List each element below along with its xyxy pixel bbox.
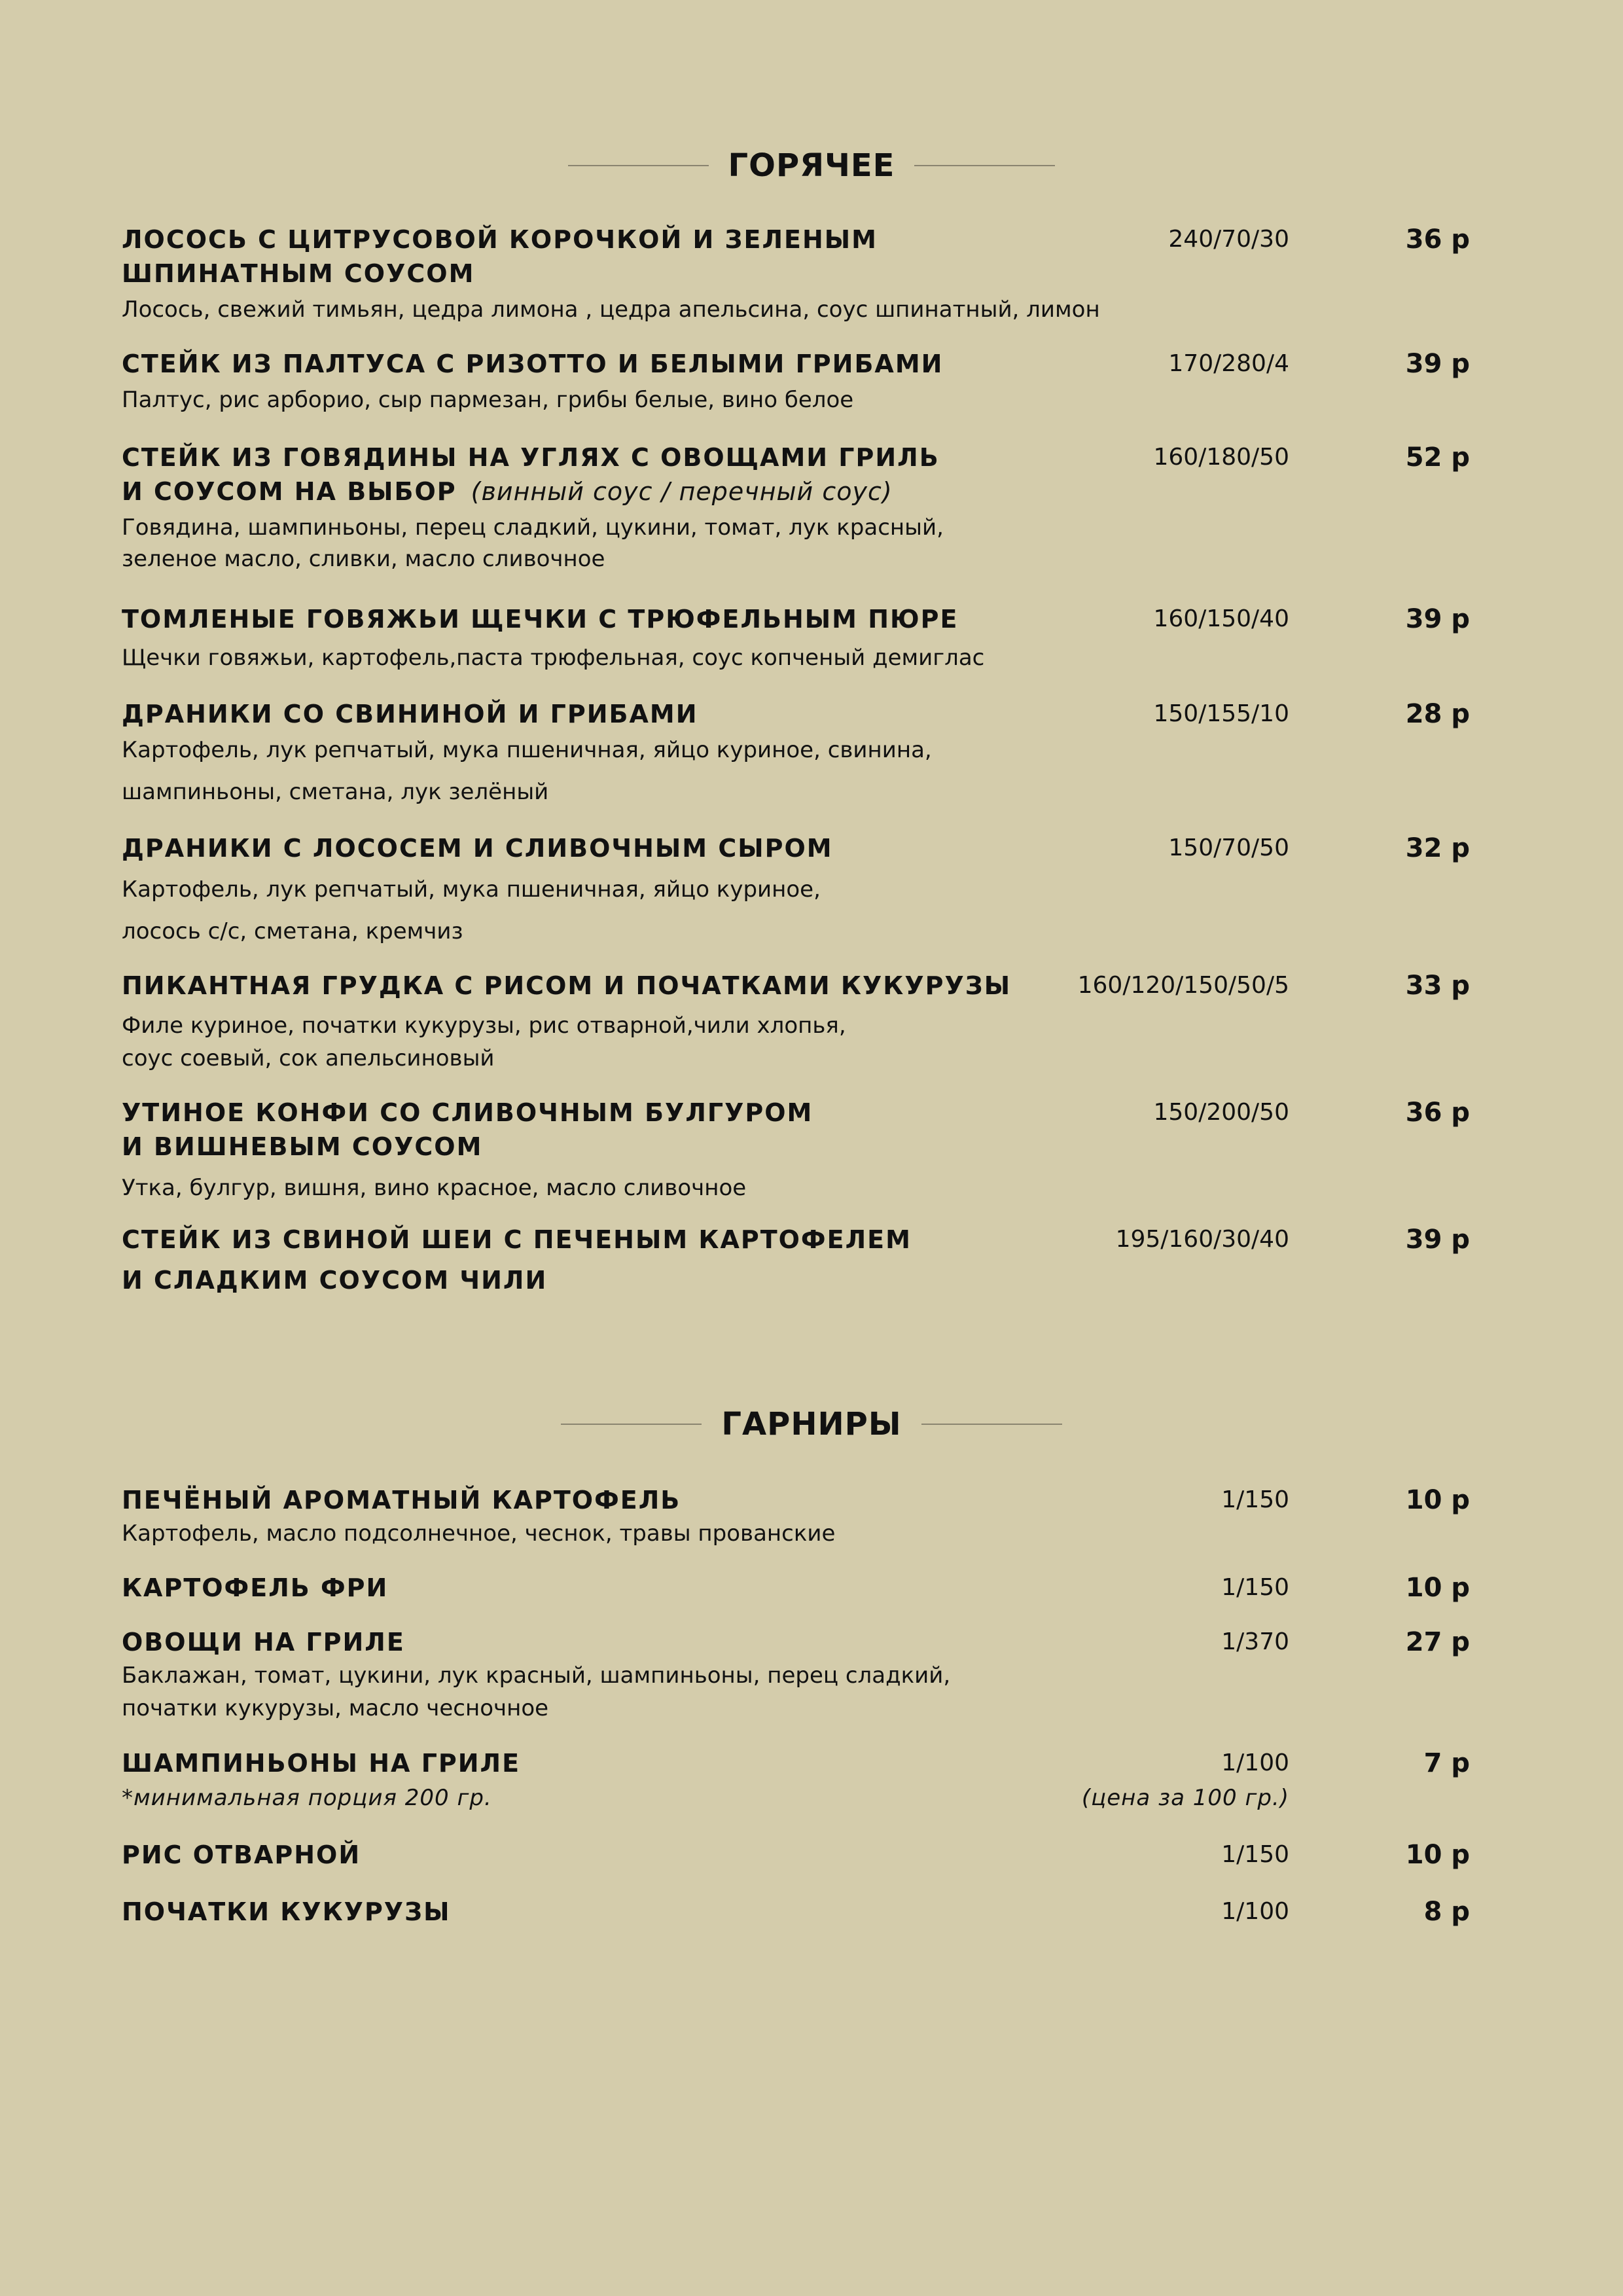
dish-description-line1: Говядина, шампиньоны, перец сладкий, цукини, томат, лук красный, bbox=[122, 514, 944, 541]
dish-description-line1: Филе куриное, початки кукурузы, рис отварной,чили хлопья, bbox=[122, 1013, 846, 1039]
dish-title: ТОМЛЕНЫЕ ГОВЯЖЬИ ЩЕЧКИ С ТРЮФЕЛЬНЫМ ПЮРЕ bbox=[122, 605, 959, 634]
menu-item bbox=[122, 1483, 1483, 1550]
menu-item bbox=[122, 831, 1483, 948]
dish-price: 36 р bbox=[1405, 1098, 1470, 1128]
menu-item bbox=[122, 347, 1483, 416]
divider-left bbox=[568, 165, 709, 166]
dish-title-line1: ЛОСОСЬ С ЦИТРУСОВОЙ КОРОЧКОЙ И ЗЕЛЕНЫМ bbox=[122, 225, 878, 254]
dish-weight: 1/370 bbox=[1221, 1628, 1289, 1655]
dish-title: СТЕЙК ИЗ ПАЛТУСА С РИЗОТТО И БЕЛЫМИ ГРИБАМИ bbox=[122, 350, 944, 378]
sauce-options: (винный соус / перечный соус) bbox=[471, 477, 893, 506]
dish-title: КАРТОФЕЛЬ ФРИ bbox=[122, 1573, 389, 1602]
dish-price: 7 р bbox=[1423, 1748, 1470, 1778]
dish-description bbox=[122, 1009, 1483, 1075]
section-title: ГАРНИРЫ bbox=[721, 1406, 902, 1443]
menu-item bbox=[122, 223, 1483, 326]
dish-description bbox=[122, 734, 1483, 808]
dish-title: ПИКАНТНАЯ ГРУДКА С РИСОМ И ПОЧАТКАМИ КУКУРУЗЫ bbox=[122, 971, 1012, 1000]
menu-item bbox=[122, 969, 1483, 1075]
dish-description-line2: соус соевый, сок апельсиновый bbox=[122, 1045, 495, 1071]
menu-item bbox=[122, 1223, 1483, 1297]
dish-title: ПОЧАТКИ КУКУРУЗЫ bbox=[122, 1897, 451, 1926]
dish-weight: 1/100 bbox=[1221, 1749, 1289, 1776]
dish-weight: 150/200/50 bbox=[1153, 1099, 1289, 1126]
price-note: (цена за 100 гр.) bbox=[1081, 1785, 1289, 1811]
dish-description bbox=[122, 873, 1483, 948]
dish-description-line2: початки кукурузы, масло чесночное bbox=[122, 1695, 549, 1721]
menu-item bbox=[122, 697, 1483, 808]
dish-weight: 195/160/30/40 bbox=[1115, 1226, 1289, 1253]
dish-price: 39 р bbox=[1405, 1225, 1470, 1255]
dish-price: 10 р bbox=[1405, 1485, 1470, 1515]
dish-title-line2 bbox=[122, 475, 1169, 509]
dish-title: ДРАНИКИ СО СВИНИНОЙ И ГРИБАМИ bbox=[122, 700, 698, 728]
dish-title: ОВОЩИ НА ГРИЛЕ bbox=[122, 1628, 405, 1657]
dish-weight: 1/100 bbox=[1221, 1898, 1289, 1925]
dish-description bbox=[122, 1659, 1483, 1725]
dish-price: 52 р bbox=[1405, 442, 1470, 473]
dish-weight: 150/155/10 bbox=[1153, 700, 1289, 727]
dish-price: 27 р bbox=[1405, 1627, 1470, 1657]
menu-item bbox=[122, 440, 1483, 575]
menu-item bbox=[122, 1571, 1483, 1605]
divider-right bbox=[921, 1424, 1062, 1425]
dish-description bbox=[122, 511, 1483, 575]
dish-price: 33 р bbox=[1405, 971, 1470, 1001]
dish-title: ШАМПИНЬОНЫ НА ГРИЛЕ bbox=[122, 1749, 521, 1778]
dish-title bbox=[122, 223, 1169, 291]
dish-title-line2: И ВИШНЕВЫМ СОУСОМ bbox=[122, 1132, 483, 1161]
section-header-hot bbox=[0, 147, 1623, 184]
dish-description-line1: Картофель, лук репчатый, мука пшеничная, яйцо куриное, bbox=[122, 876, 821, 903]
dish-title bbox=[122, 1096, 1169, 1164]
divider-right bbox=[914, 165, 1055, 166]
dish-description: Щечки говяжьи, картофель,паста трюфельная, соус копченый демиглас bbox=[122, 645, 985, 671]
dish-price: 39 р bbox=[1405, 604, 1470, 634]
divider-left bbox=[561, 1424, 702, 1425]
section-title: ГОРЯЧЕЕ bbox=[728, 147, 895, 184]
dish-title: РИС ОТВАРНОЙ bbox=[122, 1840, 361, 1869]
menu-item bbox=[122, 1096, 1483, 1204]
dish-price: 36 р bbox=[1405, 224, 1470, 255]
dish-weight: 160/120/150/50/5 bbox=[1077, 972, 1289, 999]
dish-title-line1: СТЕЙК ИЗ ГОВЯДИНЫ НА УГЛЯХ С ОВОЩАМИ ГРИЛЬ bbox=[122, 443, 940, 472]
dish-description: Утка, булгур, вишня, вино красное, масло сливочное bbox=[122, 1175, 747, 1201]
dish-description-line2: лосось с/с, сметана, кремчиз bbox=[122, 918, 463, 944]
portion-note: *минимальная порция 200 гр. bbox=[122, 1785, 492, 1811]
menu-item bbox=[122, 1838, 1483, 1872]
dish-price: 32 р bbox=[1405, 833, 1470, 863]
menu-item bbox=[122, 602, 1483, 674]
section-header-sides bbox=[0, 1406, 1623, 1443]
dish-title: ДРАНИКИ С ЛОСОСЕМ И СЛИВОЧНЫМ СЫРОМ bbox=[122, 834, 833, 863]
dish-price: 28 р bbox=[1405, 699, 1470, 729]
dish-weight: 240/70/30 bbox=[1168, 226, 1289, 253]
dish-weight: 1/150 bbox=[1221, 1486, 1289, 1513]
dish-title bbox=[122, 440, 1169, 509]
dish-price: 10 р bbox=[1405, 1840, 1470, 1870]
dish-weight: 150/70/50 bbox=[1168, 834, 1289, 861]
dish-title-line1: СТЕЙК ИЗ СВИНОЙ ШЕИ С ПЕЧЕНЫМ КАРТОФЕЛЕМ bbox=[122, 1225, 912, 1254]
dish-description-line1: Баклажан, томат, цукини, лук красный, шампиньоны, перец сладкий, bbox=[122, 1662, 951, 1689]
dish-title bbox=[122, 1223, 1169, 1297]
dish-description: Палтус, рис арборио, сыр пармезан, грибы белые, вино белое bbox=[122, 387, 854, 413]
dish-description: Картофель, масло подсолнечное, чеснок, травы прованские bbox=[122, 1520, 836, 1547]
dish-price: 8 р bbox=[1423, 1897, 1470, 1927]
menu-item bbox=[122, 1625, 1483, 1725]
dish-description-line2: шампиньоны, сметана, лук зелёный bbox=[122, 779, 549, 805]
dish-title-line2: ШПИНАТНЫМ СОУСОМ bbox=[122, 259, 475, 288]
dish-weight: 160/150/40 bbox=[1153, 605, 1289, 632]
dish-weight: 1/150 bbox=[1221, 1574, 1289, 1601]
dish-description-line2: зеленое масло, сливки, масло сливочное bbox=[122, 546, 605, 572]
menu-item bbox=[122, 1895, 1483, 1929]
dish-price: 10 р bbox=[1405, 1573, 1470, 1603]
dish-description: Лосось, свежий тимьян, цедра лимона , цедра апельсина, соус шпинатный, лимон bbox=[122, 296, 1100, 323]
dish-description-line1: Картофель, лук репчатый, мука пшеничная, яйцо куриное, свинина, bbox=[122, 737, 932, 763]
menu-item bbox=[122, 1746, 1483, 1814]
dish-weight: 160/180/50 bbox=[1153, 444, 1289, 471]
dish-title-line2: И СЛАДКИМ СОУСОМ ЧИЛИ bbox=[122, 1266, 548, 1295]
dish-title: ПЕЧЁНЫЙ АРОМАТНЫЙ КАРТОФЕЛЬ bbox=[122, 1486, 681, 1515]
dish-title-line1: УТИНОЕ КОНФИ СО СЛИВОЧНЫМ БУЛГУРОМ bbox=[122, 1098, 813, 1127]
dish-weight: 1/150 bbox=[1221, 1841, 1289, 1868]
dish-weight: 170/280/4 bbox=[1168, 350, 1289, 377]
dish-title-text: И СОУСОМ НА ВЫБОР bbox=[122, 477, 457, 506]
dish-price: 39 р bbox=[1405, 349, 1470, 379]
